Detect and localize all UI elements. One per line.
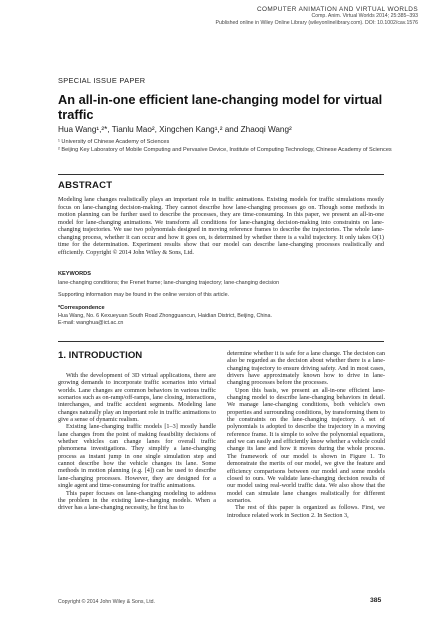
footer-copyright: Copyright © 2014 John Wiley & Sons, Ltd.	[58, 599, 155, 605]
intro-paragraph: determine whether it is safe for a lane change. The decision can also be regarded as the decision about whether there is a lane-changing trajectory to ensure driving safety. And in most cases, drivers have approximately known how to drive in lane-changing processes before the processes.	[227, 350, 385, 387]
abstract-text: Modeling lane changes realistically plays an important role in traffic animations. Existing models for traffic simulations mostly focus on lane-changing decision-making. They cannot describe how lane-changing processes go on. Though some methods in motion planning can be further used to describe the processes, they are time-consuming. In this paper, we present an all-in-one model for lane-changing animations. We transform all conditions for lane-changing decision-making into constraints on lane-changing trajectories. We use two polynomials designed in moving reference frames to describe the trajectories. The whole lane-changing process, whether it can occur and how it goes on, is determined by whether there is a valid trajectory. It only takes O(1) time for the determination. Experiment results show that our model can describe lane-changing processes realistically and efficiently. Copyright © 2014 John Wiley & Sons, Ltd.	[58, 196, 384, 256]
intro-left-column	[58, 372, 216, 512]
journal-header	[215, 6, 418, 27]
intro-paragraph: The rest of this paper is organized as follows. First, we introduce related work in Section 2. In Section 3,	[227, 504, 385, 519]
keywords-heading: KEYWORDS	[58, 271, 91, 277]
correspondence-block	[58, 313, 272, 327]
special-issue-label: SPECIAL ISSUE PAPER	[58, 76, 146, 85]
citation: Comp. Anim. Virtual Worlds 2014; 25:385–393	[311, 13, 418, 19]
intro-paragraph: Existing lane-changing traffic models [1–3] mostly handle lane changes from the point of making feasibility decisions of whether vehicles can change lanes for overall traffic phenomena investigations. They simplify a lane-changing process as instant jump in one single simulation step and cannot describe how the vehicle changes its lane. Some methods in motion planning (e.g. [4]) can be used to describe lane-changing processes. However, they are designed for a single agent and time-consuming for traffic animations.	[58, 423, 216, 490]
introduction-heading: 1. INTRODUCTION	[58, 350, 143, 361]
supporting-info: Supporting information may be found in the online version of this article.	[58, 292, 230, 298]
affiliation-1: ¹ University of Chinese Academy of Sciences	[58, 139, 170, 145]
keywords-text: lane-changing conditions; the Frenet frame; lane-changing trajectory; lane-changing decision	[58, 280, 280, 286]
intro-paragraph: This paper focuses on lane-changing modeling to address the problem in the existing lane-changing models. When a driver has a lane-changing necessity, he first has to	[58, 489, 216, 512]
intro-paragraph: Upon this basis, we present an all-in-one efficient lane-changing model to describe lane-changing behaviors in detail. We manage lane-changing conditions, both vehicle's own properties and surrounding conditions, by transforming them to the constraints on the lane-changing trajectory. A set of polynomials is adopted to describe the trajectory in a moving reference frame. It is simple to solve the polynomial equations, and we can easily and efficiently know whether a vehicle could change its lane and how it moves during the whole process. The framework of our model is shown in Figure 1. To demonstrate the merits of our model, we give the feature and efficiency comparisons between our model and some models closed to ours. We validate lane-changing decision results of our model using real-world traffic data. We also show that the model can simulate lane changes realistically for different scenarios.	[227, 386, 385, 504]
journal-name: COMPUTER ANIMATION AND VIRTUAL WORLDS	[257, 6, 418, 13]
affiliation-2: ² Beijing Key Laboratory of Mobile Computing and Pervasive Device, Institute of Computing Technology, Chinese Academy of Sciences	[58, 147, 392, 153]
correspondence-heading: *Correspondence	[58, 305, 105, 311]
doi-line: Published online in Wiley Online Library (wileyonlinelibrary.com). DOI: 10.1002/cav.1576	[215, 20, 418, 26]
paper-title: An all-in-one efficient lane-changing model for virtual traffic	[58, 92, 383, 122]
intro-top-rule	[58, 341, 384, 342]
author-list: Hua Wang¹,²*, Tianlu Mao², Xingchen Kang¹,² and Zhaoqi Wang²	[58, 125, 292, 134]
abstract-top-rule	[58, 174, 384, 175]
correspondence-address: Hua Wang, No. 6 Kexueyuan South Road Zhongguancun, Haidian District, Beijing, China.	[58, 313, 273, 319]
intro-right-column	[227, 350, 385, 519]
page-number: 385	[370, 597, 382, 604]
intro-paragraph: With the development of 3D virtual applications, there are growing demands to incorporate traffic scenarios into virtual worlds. Lane changes are common behaviors in various traffic scenarios such as on-ramp/off-ramps, lane closing, interactions, interchanges, and traffic accident segments. Modeling lane changes naturally play an important role in traffic animations to give a sense of dynamic realism.	[58, 372, 216, 424]
correspondence-email: E-mail: wanghua@ict.ac.cn	[58, 320, 124, 327]
abstract-heading: ABSTRACT	[58, 180, 113, 191]
